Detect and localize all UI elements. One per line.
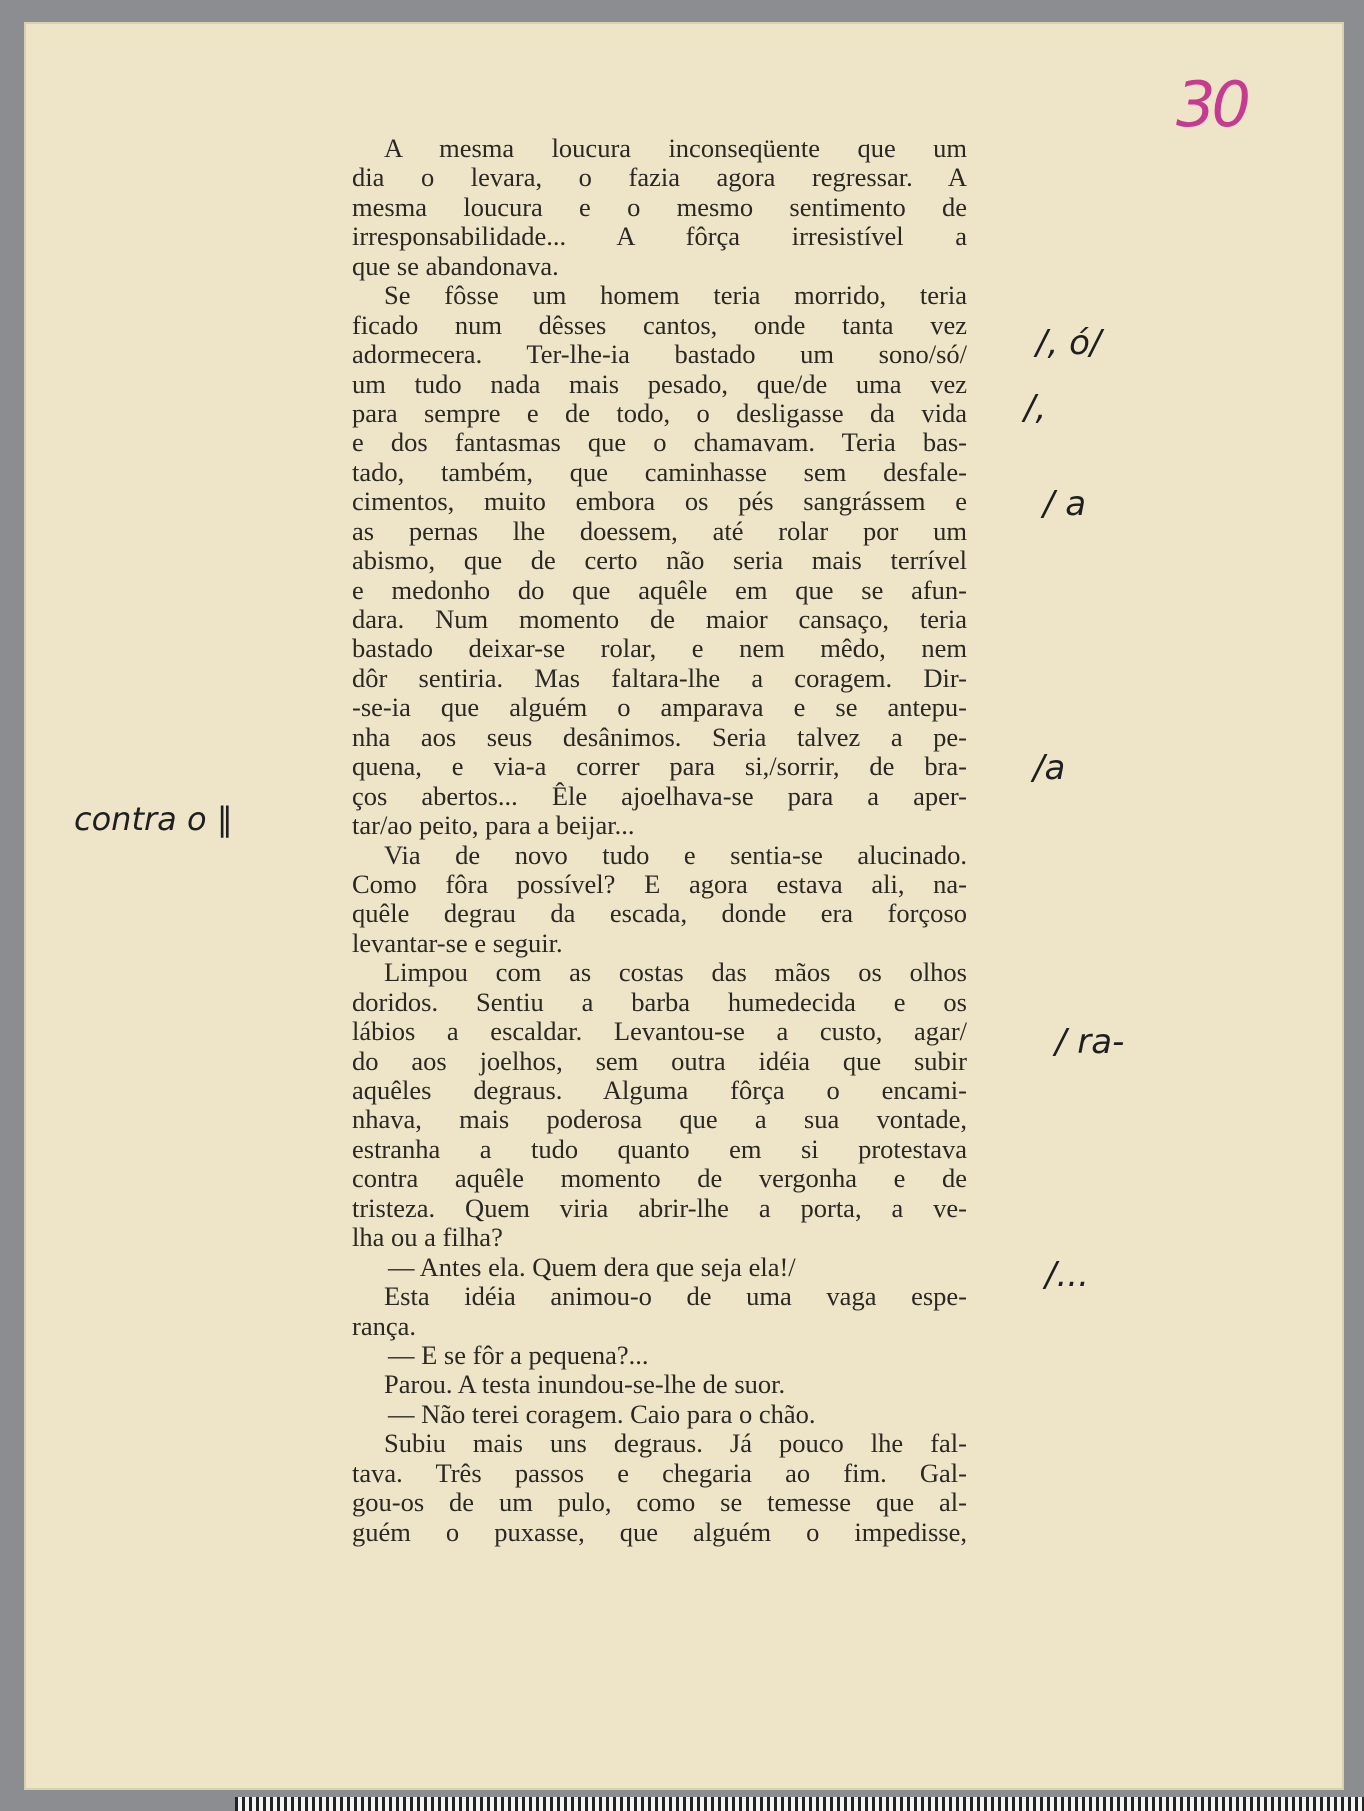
scanner-border [0,1790,235,1811]
right-margin-note-1: /, ó/ [1036,323,1102,363]
text-line: — E se fôr a pequena?... [388,1339,649,1370]
text-line: e medonho do que aquêle em que se afun- [352,574,967,605]
text-line: Como fôra possível? E agora estava ali, na- [352,868,967,899]
text-line: Parou. A testa inundou-se-lhe de suor. [384,1369,786,1400]
text-line: tristeza. Quem viria abrir-lhe a porta, a ve- [352,1192,967,1223]
text-line: -se-ia que alguém o amparava e se antepu- [352,692,967,723]
left-margin-note: contra o ‖ [74,800,233,838]
text-line: ços abertos... Êle ajoelhava-se para a aper- [352,780,967,811]
text-line: aquêles degraus. Alguma fôrça o encami- [352,1075,967,1105]
text-line: Se fôsse um homem teria morrido, teria [384,280,967,311]
text-line: dara. Num momento de maior cansaço, teria [352,604,967,634]
text-line: quena, e via-a correr para si,/sorrir, de bra- [352,751,967,782]
right-margin-note-4: /a [1033,748,1066,788]
text-line: e dos fantasmas que o chamavam. Teria bas- [352,427,967,458]
right-margin-note-6: /... [1045,1255,1089,1295]
text-line: Limpou com as costas das mãos os olhos [384,957,967,988]
page-number: 30 [1176,68,1247,141]
text-line: que se abandonava. [352,250,559,281]
text-line: quêle degrau da escada, donde era forçoso [352,898,967,929]
text-line: lábios a escaldar. Levantou-se a custo, agar/ [352,1016,967,1047]
text-line: — Não terei coragem. Caio para o chão. [388,1398,816,1429]
text-line: ficado num dêsses cantos, onde tanta vez [352,309,967,340]
text-line: Esta idéia animou-o de uma vaga espe- [384,1281,967,1312]
text-line: abismo, que de certo não seria mais terrível [352,545,967,576]
text-line: nha aos seus desânimos. Seria talvez a pe- [352,721,967,752]
right-margin-note-2: /, [1024,388,1047,428]
text-line: tava. Três passos e chegaria ao fim. Gal- [352,1457,967,1488]
text-line: as pernas lhe doessem, até rolar por um [352,515,967,546]
text-line: contra aquêle momento de vergonha e de [352,1163,967,1194]
typed-text-block [352,134,967,1547]
text-line: dia o levara, o fazia agora regressar. A [352,162,967,193]
text-line: mesma loucura e o mesmo sentimento de [352,191,967,222]
text-line: Subiu mais uns degraus. Já pouco lhe fal- [384,1428,967,1459]
text-line: Via de novo tudo e sentia-se alucinado. [384,839,967,870]
right-margin-note-5: / ra- [1055,1022,1125,1062]
text-line: do aos joelhos, sem outra idéia que subir [352,1045,967,1076]
text-line: um tudo nada mais pesado, que/de uma vez [352,368,967,399]
text-line: tado, também, que caminhasse sem desfale- [352,456,967,487]
text-line: guém o puxasse, que alguém o impedisse, [352,1516,967,1547]
text-line: A mesma loucura inconseqüente que um [384,133,967,163]
right-margin-note-3: / a [1043,484,1087,524]
text-line: adormecera. Ter-lhe-ia bastado um sono/só/ [352,339,967,370]
text-line: doridos. Sentiu a barba humedecida e os [352,986,967,1017]
scan-color-scale [235,1797,1364,1811]
text-line: nhava, mais poderosa que a sua vontade, [352,1104,967,1135]
text-line: rança. [352,1310,416,1341]
text-line: estranha a tudo quanto em si protestava [352,1133,967,1164]
text-line: bastado deixar-se rolar, e nem mêdo, nem [352,633,967,664]
text-line: levantar-se e seguir. [352,927,563,958]
text-line: irresponsabilidade... A fôrça irresistível a [352,221,967,252]
text-line: para sempre e de todo, o desligasse da vida [352,397,967,428]
text-line: dôr sentiria. Mas faltara-lhe a coragem. Dir- [352,662,967,693]
text-line: cimentos, muito embora os pés sangrássem e [352,486,967,517]
text-line: — Antes ela. Quem dera que seja ela!/ [388,1251,796,1282]
text-line: gou-os de um pulo, como se temesse que al- [352,1487,967,1518]
text-line: tar/ao peito, para a beijar... [352,810,635,841]
text-line: lha ou a filha? [352,1222,503,1253]
